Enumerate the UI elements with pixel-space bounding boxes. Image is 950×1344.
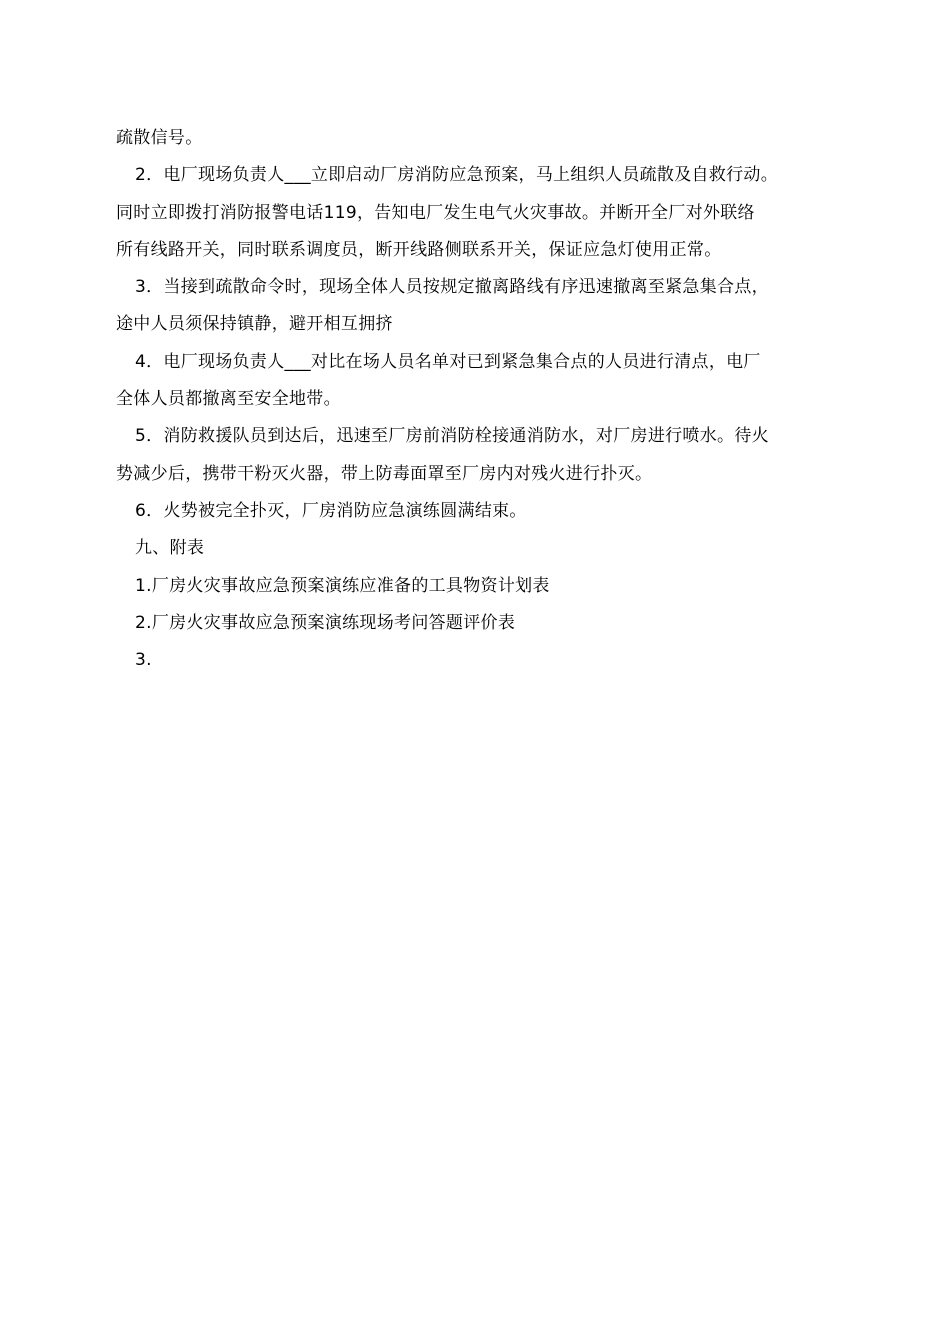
appendix-item: 3. (135, 650, 152, 671)
appendix-item: 2.厂房火灾事故应急预案演练现场考问答题评价表 (135, 612, 516, 633)
paragraph-line: 3．当接到疏散命令时，现场全体人员按规定撤离路线有序迅速撤离至紧急集合点， (135, 277, 769, 298)
paragraph-line: 4．电厂现场负责人___对比在场人员名单对已到紧急集合点的人员进行清点，电厂 (135, 351, 761, 372)
paragraph-line: 疏散信号。 (116, 128, 203, 148)
paragraph-line: 途中人员须保持镇静，避开相互拥挤 (116, 314, 393, 335)
paragraph-line: 势减少后，携带干粉灭火器，带上防毒面罩至厂房内对残火进行扑灭。 (116, 463, 653, 484)
paragraph-line: 5．消防救援队员到达后，迅速至厂房前消防栓接通消防水，对厂房进行喷水。待火 (135, 426, 769, 447)
paragraph-line: 2．电厂现场负责人___立即启动厂房消防应急预案，马上组织人员疏散及自救行动。 (135, 165, 779, 186)
paragraph-line: 全体人员都撤离至安全地带。 (116, 389, 341, 410)
appendix-item: 1.厂房火灾事故应急预案演练应准备的工具物资计划表 (135, 575, 550, 596)
paragraph-line: 6．火势被完全扑灭，厂房消防应急演练圆满结束。 (135, 500, 527, 521)
paragraph-line: 同时立即拨打消防报警电话119，告知电厂发生电气火灾事故。并断开全厂对外联络 (116, 202, 755, 223)
paragraph-line: 所有线路开关，同时联系调度员，断开线路侧联系开关，保证应急灯使用正常。 (116, 239, 722, 260)
section-heading: 九、附表 (135, 538, 205, 559)
document-body (116, 120, 836, 679)
